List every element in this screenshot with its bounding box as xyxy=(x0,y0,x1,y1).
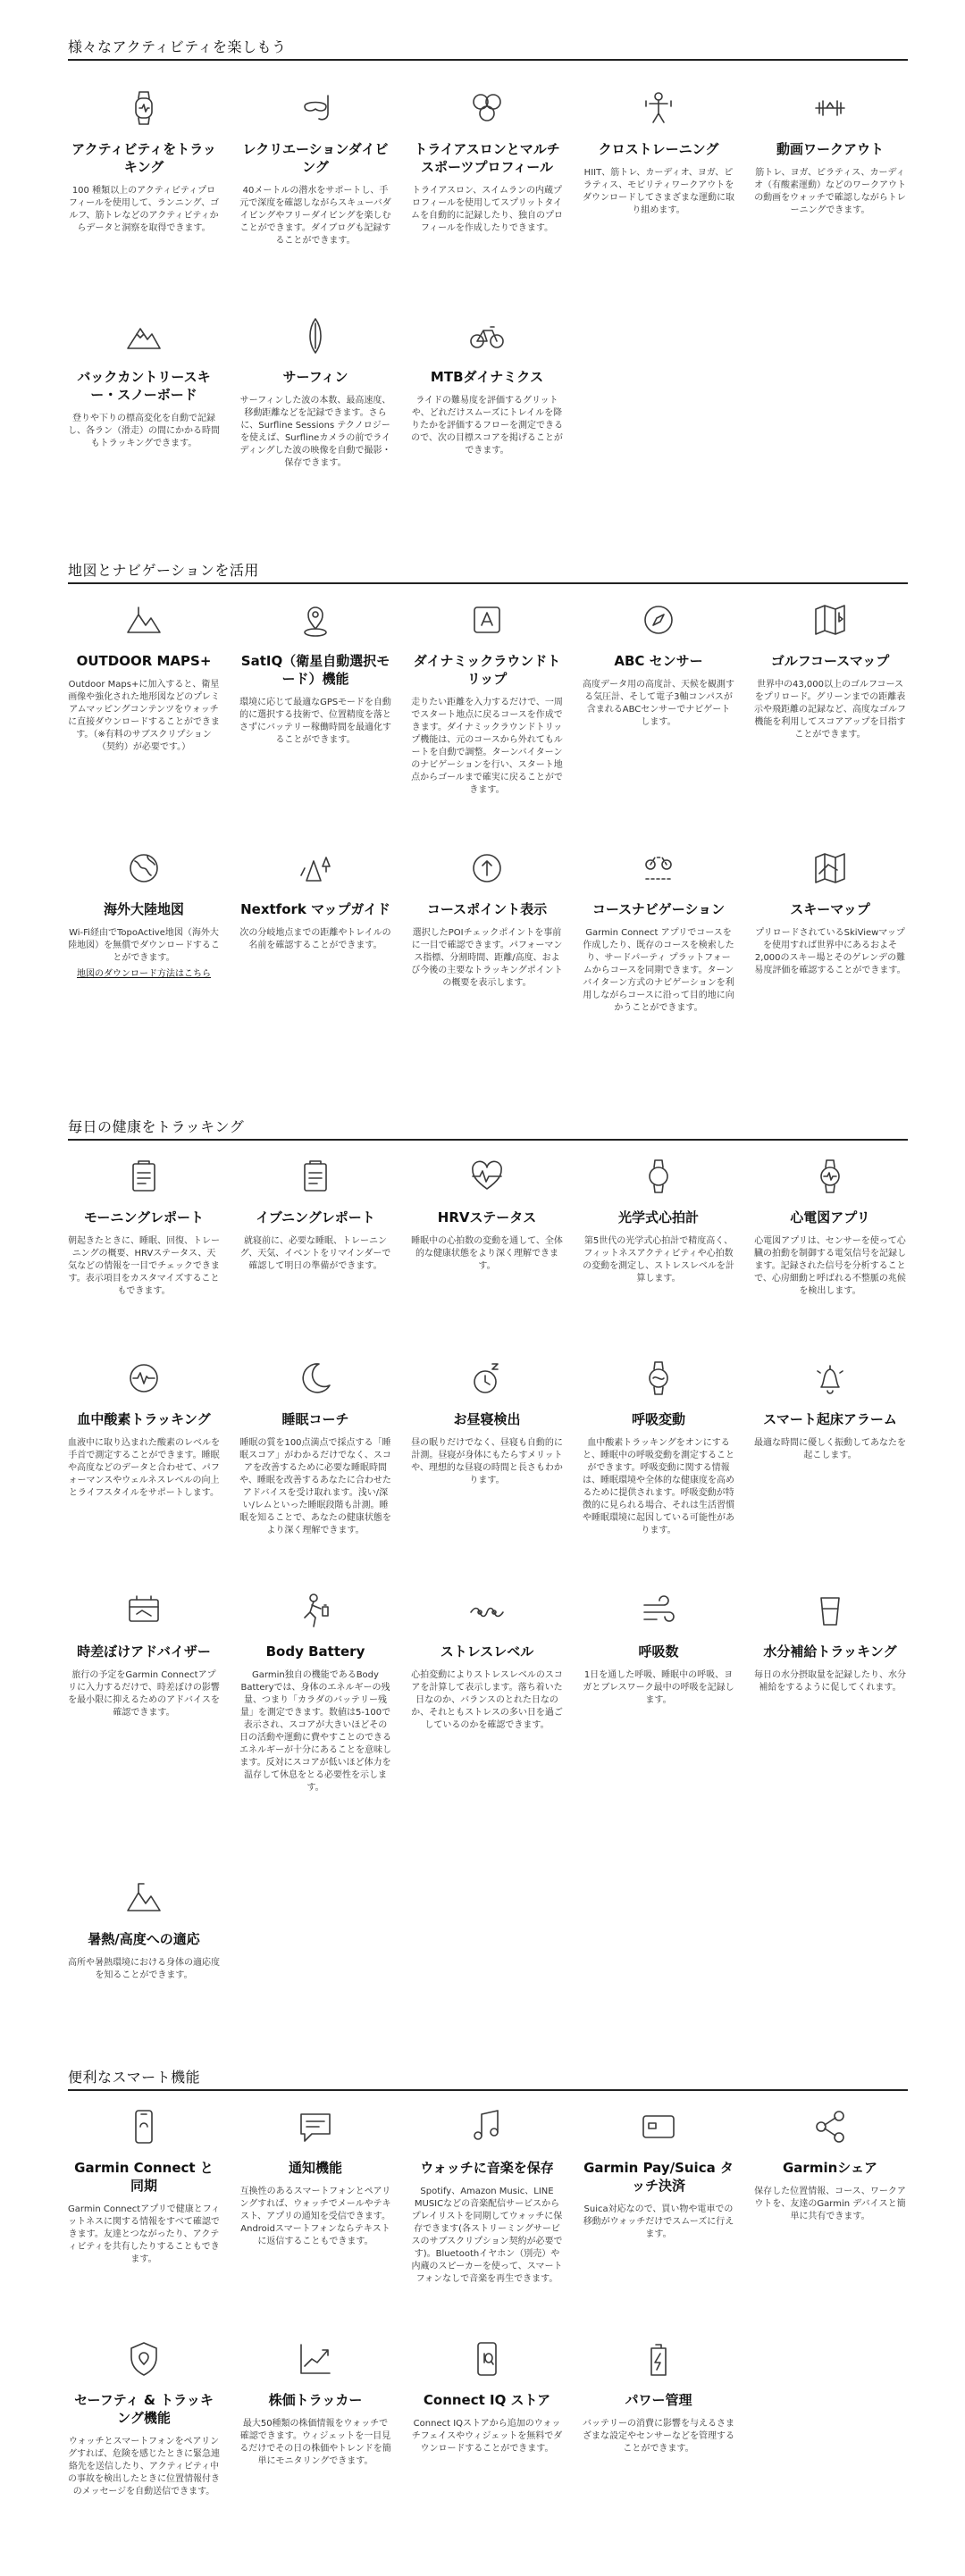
feature-desc: 血中酸素トラッキングをオンにすると、睡眠中の呼吸変動を測定することができます。呼吸変動に関する情報は、睡眠環境や全体的な健康度を高めるために提供されます。呼吸変動が特徴的に見られる場合、それは生活習慣や睡眠環境に起因している可能性があります。 xyxy=(583,1438,734,1535)
safety-shield-icon xyxy=(124,2339,164,2379)
feature-item xyxy=(411,2339,563,2455)
feature-title: アクティビティをトラッキング xyxy=(71,141,216,175)
travel-advisor-icon xyxy=(124,1591,164,1630)
feature-desc: Garmin Connectアプリで健康とフィットネスに関する情報をすべて確認できます。友達とつながったり、アクティビティを共有したりすることもできます。 xyxy=(68,2204,220,2264)
feature-title: 呼吸数 xyxy=(638,1643,679,1660)
feature-title: トライアスロンとマルチスポーツプロフィール xyxy=(414,141,560,175)
feature-title: Garmin Connect と同期 xyxy=(74,2160,214,2194)
section-health xyxy=(68,1119,908,2012)
feature-title: コースポイント表示 xyxy=(426,901,548,917)
feature-title: 睡眠コーチ xyxy=(281,1411,349,1427)
feature-desc: Suica対応なので、買い物や電車での移動がウォッチだけでスムーズに行えます。 xyxy=(583,2204,734,2239)
feature-desc: 保存した位置情報、コース、ワークアウトを、友達のGarmin デバイスと簡単に共有できます。 xyxy=(754,2187,906,2221)
feature-desc: 最大50種類の株価情報をウォッチで確認できます。ウィジェットを一目見るだけでその日の株価やトレンドを簡単にモニタリングできます。 xyxy=(239,2419,391,2466)
feature-title: 呼吸変動 xyxy=(631,1411,685,1427)
feature-desc: 筋トレ、ヨガ、ピラティス、カーディオ（有酸素運動）などのワークアウトの動画をウォッチで確認しながらトレーニングできます。 xyxy=(754,168,906,215)
feature-desc: 心電図アプリは、センサーを使って心臓の拍動を制御する電気信号を記録します。記録された信号を分析することで、心房細動と呼ばれる不整脈の兆候を検出します。 xyxy=(754,1236,906,1296)
feature-title: Garminシェア xyxy=(783,2160,877,2176)
feature-item xyxy=(411,316,563,457)
course-point-icon xyxy=(467,849,507,888)
feature-title: 通知機能 xyxy=(288,2160,342,2176)
feature-item xyxy=(754,600,906,741)
section-title: 様々なアクティビティを楽しもう xyxy=(68,39,908,61)
feature-item xyxy=(411,1591,563,1732)
feature-title: 暑熱/高度への適応 xyxy=(88,1931,200,1947)
feature-title: ゴルフコースマップ xyxy=(770,653,890,669)
feature-item xyxy=(68,2107,220,2266)
feature-title: お昼寝検出 xyxy=(453,1411,521,1427)
tree-triangle-icon xyxy=(296,849,335,888)
feature-title: コースナビゲーション xyxy=(592,901,726,917)
pulse-ox-icon xyxy=(124,1359,164,1398)
feature-item xyxy=(68,1359,220,1500)
feature-title: SatIQ（衛星自動選択モード）機能 xyxy=(240,653,390,687)
feature-title: Garmin Pay/Suica タッチ決済 xyxy=(583,2160,734,2194)
feature-desc: 就寝前に、必要な睡眠、トレーニング、天気、イベントをリマインダーで確認して明日の準備ができます。 xyxy=(239,1236,391,1271)
snorkel-icon xyxy=(296,88,335,128)
share-icon xyxy=(810,2107,850,2146)
sleep-moon-icon xyxy=(296,1359,335,1398)
feature-item xyxy=(583,600,734,729)
mountain-ski-icon xyxy=(124,316,164,355)
feature-item xyxy=(68,849,220,981)
feature-item xyxy=(583,2107,734,2241)
feature-item xyxy=(583,1157,734,1285)
feature-desc: 旅行の予定をGarmin Connectアプリに入力するだけで、時差ぼけの影響を最小限に抑えるためのアドバイスを確認できます。 xyxy=(68,1670,220,1718)
feature-desc: Connect IQストアから追加のウォッチフェイスやウィジェットを無料でダウンロードすることができます。 xyxy=(411,2419,563,2454)
evening-report-icon xyxy=(296,1157,335,1196)
stress-level-icon xyxy=(467,1591,507,1630)
feature-desc: バッテリーの消費に影響を与えるさまざまな設定やセンサーなどを管理することができます。 xyxy=(583,2419,734,2454)
cross-training-icon xyxy=(639,88,678,128)
watch-activity-icon xyxy=(124,88,164,128)
feature-item xyxy=(411,600,563,797)
workout-video-icon xyxy=(810,88,850,128)
feature-desc: 走りたい距離を入力するだけで、一周でスタート地点に戻るコースを作成できます。ダイナミックラウンドトリップ機能は、元のコースから外れてもルートを自動で調整。ターンバイターンのナビゲーションを行い、スタート地点からゴールまで確実に戻ることができます。 xyxy=(411,698,563,795)
compass-icon xyxy=(639,600,678,640)
feature-item xyxy=(411,849,563,990)
feature-desc: 1日を通した呼吸、睡眠中の呼吸、ヨガとブレスワーク最中の呼吸を記録します。 xyxy=(583,1670,734,1705)
feature-item xyxy=(68,600,220,754)
connect-iq-icon xyxy=(467,2339,507,2379)
section-title: 地図とナビゲーションを活用 xyxy=(68,563,908,584)
feature-item xyxy=(239,88,391,247)
hrv-icon xyxy=(467,1157,507,1196)
feature-item xyxy=(583,2339,734,2455)
feature-item xyxy=(68,1878,220,1982)
map-download-link[interactable]: 地図のダウンロード方法はこちら xyxy=(77,969,211,979)
feature-item xyxy=(754,849,906,977)
surfboard-icon xyxy=(296,316,335,355)
phone-sync-icon xyxy=(124,2107,164,2146)
feature-item xyxy=(754,1157,906,1298)
feature-desc: Wi-Fi経由でTopoActive地図（海外大陸地図）を無償でダウンロードすることができます。 xyxy=(68,928,220,963)
feature-title: Nextfork マップガイド xyxy=(240,901,390,917)
body-battery-icon xyxy=(296,1591,335,1630)
feature-title: パワー管理 xyxy=(625,2392,692,2408)
feature-title: モーニングレポート xyxy=(83,1209,205,1225)
feature-desc: 選択したPOIチェックポイントを事前に一目で確認できます。パフォーマンス指標、分割時間、距離/高度、および今後の主要なトラッキングポイントの概要を表示します。 xyxy=(411,928,563,988)
feature-title: イブニングレポート xyxy=(256,1209,375,1225)
hydration-glass-icon xyxy=(810,1591,850,1630)
triathlon-icon xyxy=(467,88,507,128)
feature-item xyxy=(239,2339,391,2468)
feature-item xyxy=(68,1591,220,1719)
feature-title: MTBダイナミクス xyxy=(430,369,544,385)
section-title: 便利なスマート機能 xyxy=(68,2070,908,2091)
feature-item xyxy=(411,2107,563,2286)
feature-item xyxy=(583,849,734,1015)
globe-map-icon xyxy=(124,849,164,888)
feature-item xyxy=(583,88,734,217)
feature-title: 水分補給トラッキング xyxy=(763,1643,897,1660)
feature-desc: 100 種類以上のアクティビティプロフィールを使用して、ランニング、ゴルフ、筋トレなどのアクティビティからデータと洞察を取得できます。 xyxy=(68,186,220,233)
feature-title: スマート起床アラーム xyxy=(763,1411,897,1427)
map-mountain-icon xyxy=(124,600,164,640)
stock-chart-icon xyxy=(296,2339,335,2379)
feature-desc: 最適な時間に優しく振動してあなたを起こします。 xyxy=(754,1438,906,1460)
feature-desc: 高所や暑熱環境における身体の適応度を知ることができます。 xyxy=(68,1958,220,1980)
feature-desc: 次の分岐地点までの距離やトレイルの名前を確認することができます。 xyxy=(239,928,391,950)
feature-desc: サーフィンした波の本数、最高速度、移動距離などを記録できます。さらに、Surfline Sessions テクノロジーを使えば、Surflineカメラの前でライディングした波の映像を自動で撮影・保存できます。 xyxy=(239,396,391,468)
feature-desc: 朝起きたときに、睡眠、回復、トレーニングの概要、HRVステータス、天気などの情報を一目でチェックできます。表示項目をカスタマイズすることもできます。 xyxy=(68,1236,220,1296)
feature-desc: ウォッチとスマートフォンをペアリングすれば、危険を感じたときに緊急連絡先を送信したり、アクティビティ中の事故を検出したときに位置情報付きのメッセージを自動送信できます。 xyxy=(68,2437,220,2497)
golf-course-map-icon xyxy=(810,600,850,640)
feature-title: セーフティ & トラッキング機能 xyxy=(74,2392,214,2426)
feature-title: 血中酸素トラッキング xyxy=(77,1411,211,1427)
feature-item xyxy=(754,1359,906,1462)
feature-item xyxy=(68,316,220,450)
feature-item xyxy=(583,1359,734,1537)
breath-watch-icon xyxy=(639,1359,678,1398)
feature-desc: Outdoor Maps+に加入すると、衛星画像や強化された地形図などのプレミアムマッピングコンテンツをウォッチに直接ダウンロードすることができます。（※有料のサブスクリプション（契約）が必要です。） xyxy=(68,680,220,752)
feature-desc: HIIT、筋トレ、カーディオ、ヨガ、ピラティス、モビリティワークアウトをダウンロードしてさまざまな運動に取り組めます。 xyxy=(583,168,734,215)
feature-title: 動画ワークアウト xyxy=(776,141,884,157)
feature-desc: Spotify、Amazon Music、LINE MUSICなどの音楽配信サービスからプレイリストを同期してウォッチに保存できます(各ストリーミングサービスのサブスクリプション契約が必要です)。Bluetoothイヤホン（別売）や内蔵のスピーカーを使って、スマートフォンなしで音楽を再生できます。 xyxy=(411,2187,563,2284)
feature-item xyxy=(239,2107,391,2248)
satellite-pin-icon xyxy=(296,600,335,640)
feature-desc: 登りや下りの標高変化を自動で記録し、各ラン（滑走）の間にかかる時間もトラッキングできます。 xyxy=(68,414,220,448)
feature-desc: トライアスロン、スイムランの内蔵プロフィールを使用してスプリットタイムを自動的に記録したり、独自のプロフィールを作成したりできます。 xyxy=(411,186,563,233)
dynamic-route-icon xyxy=(467,600,507,640)
feature-title: 時差ぼけアドバイザー xyxy=(77,1643,211,1660)
feature-desc: Garmin Connect アプリでコースを作成したり、既存のコースを検索したり、サードパーティ プラットフォームからコースを同期できます。ターンバイターン方式のナビゲーションを利用しながらコースに沿って目的地に向かうことができます。 xyxy=(583,928,734,1013)
feature-title: ABC センサー xyxy=(614,653,703,669)
feature-desc: 第5世代の光学式心拍計で精度高く、フィットネスアクティビティや心拍数の変動を測定し、ストレスレベルを計算します。 xyxy=(583,1236,734,1284)
feature-desc: プリロードされているSkiViewマップを使用すれば世界中にあるおよそ2,000のスキー場とそのゲレンデの難易度評価を確認することができます。 xyxy=(754,928,906,975)
section-navigation xyxy=(68,563,908,1045)
feature-desc: 睡眠の質を100点満点で採点する「睡眠スコア」がわかるだけでなく、スコアを改善するために必要な睡眠時間や、睡眠を改善するあなたに合わせたアドバイスを受け取れます。浅い/深い/レムといった睡眠段階も計測。睡眠を知ることで、あなたの健康状態をより深く理解できます。 xyxy=(239,1438,391,1535)
feature-item xyxy=(68,2339,220,2498)
feature-item xyxy=(239,1157,391,1273)
altitude-heat-icon xyxy=(124,1878,164,1918)
payment-card-icon xyxy=(639,2107,678,2146)
notification-icon xyxy=(296,2107,335,2146)
section-title: 毎日の健康をトラッキング xyxy=(68,1119,908,1141)
power-manager-icon xyxy=(639,2339,678,2379)
section-smart xyxy=(68,2070,908,2552)
feature-title: HRVステータス xyxy=(437,1209,537,1225)
nap-icon xyxy=(467,1359,507,1398)
feature-desc: 血液中に取り込まれた酸素のレベルを手首で測定することができます。睡眠や高度などのデータと合わせて、パフォーマンスやウェルネスレベルの向上とライフスタイルをサポートします。 xyxy=(68,1438,220,1498)
feature-item xyxy=(411,88,563,235)
feature-title: Body Battery xyxy=(265,1643,365,1660)
feature-desc: 睡眠中の心拍数の変動を通して、全体的な健康状態をより深く理解できます。 xyxy=(411,1236,563,1271)
feature-item xyxy=(239,1591,391,1794)
feature-desc: ライドの難易度を評価するグリットや、どれだけスムーズにトレイルを降りたかを評価するフローを測定できるので、次の目標スコアを掲げることができます。 xyxy=(411,396,563,456)
feature-title: 光学式心拍計 xyxy=(617,1209,699,1225)
feature-title: 心電図アプリ xyxy=(790,1209,870,1225)
feature-title: Connect IQ ストア xyxy=(423,2392,551,2408)
ecg-watch-icon xyxy=(810,1157,850,1196)
feature-desc: 世界中の43,000以上のゴルフコースをプリロード。グリーンまでの距離表示や飛距離の記録など、高度なゴルフ機能を利用してスコアアップを目指すことができます。 xyxy=(754,680,906,740)
music-note-icon xyxy=(467,2107,507,2146)
feature-title: ストレスレベル xyxy=(440,1643,534,1660)
feature-item xyxy=(583,1591,734,1707)
feature-title: レクリエーションダイビング xyxy=(242,141,389,175)
feature-title: 海外大陸地図 xyxy=(103,901,184,917)
feature-desc: Garmin独自の機能であるBody Batteryでは、身体のエネルギーの残量、つまり「カラダのバッテリー残量」を測定できます。数値は5-100で表示され、スコアが大きいほどその日の活動や運動に費やすことのできるエネルギーが十分にあることを意味します。反対にスコアが低いほど体力を温存して休息をとる必要性を示します。 xyxy=(239,1670,391,1793)
feature-item xyxy=(754,1591,906,1694)
morning-report-icon xyxy=(124,1157,164,1196)
feature-item xyxy=(411,1157,563,1273)
feature-title: バックカントリースキー・スノーボード xyxy=(77,369,211,403)
feature-item xyxy=(754,88,906,217)
feature-desc: 環境に応じて最適なGPSモードを自動的に選択する技術で、位置精度を落とさずにバッテリー稼働時間を最適化することができます。 xyxy=(239,698,391,745)
feature-desc: 高度データ用の高度計、天候を観測する気圧計、そして電子3軸コンパスが含まれるABCセンサーでナビゲートします。 xyxy=(583,680,734,727)
feature-title: ウォッチに音楽を保存 xyxy=(420,2160,554,2176)
feature-title: ダイナミックラウンドトリップ xyxy=(413,653,561,687)
feature-item xyxy=(239,1359,391,1537)
section-activities xyxy=(68,39,908,504)
feature-desc: 互換性のあるスマートフォンとペアリングすれば、ウォッチでメールやテキスト、アプリの通知を受信できます。Androidスマートフォンならテキストに返信することもできます。 xyxy=(239,2187,391,2246)
alarm-bell-icon xyxy=(810,1359,850,1398)
feature-title: スキーマップ xyxy=(790,901,870,917)
feature-item xyxy=(239,600,391,747)
feature-item xyxy=(754,2107,906,2223)
respiration-wind-icon xyxy=(639,1591,678,1630)
feature-title: クロストレーニング xyxy=(598,141,719,157)
feature-desc: 40メートルの潜水をサポートし、手元で深度を確認しながらスキューバダイビングやフリーダイビングを楽しむことができます。ダイブログも記録することができます。 xyxy=(239,186,391,246)
feature-item xyxy=(239,849,391,952)
feature-title: サーフィン xyxy=(282,369,348,385)
feature-title: 株価トラッカー xyxy=(268,2392,363,2408)
feature-title: OUTDOOR MAPS+ xyxy=(76,653,212,669)
bicycle-icon xyxy=(467,316,507,355)
feature-item xyxy=(411,1359,563,1487)
feature-item xyxy=(68,1157,220,1298)
bike-route-icon xyxy=(639,849,678,888)
feature-item xyxy=(68,88,220,235)
feature-desc: 心拍変動によりストレスレベルのスコアを計算して表示します。落ち着いた日なのか、バランスのとれた日なのか、それともストレスの多い日を過ごしているのかを確認できます。 xyxy=(411,1670,563,1730)
feature-desc: 昼の眠りだけでなく、昼寝も自動的に計測。昼寝が身体にもたらすメリットや、理想的な昼寝の時間と長さもわかります。 xyxy=(411,1438,563,1485)
feature-desc: 毎日の水分摂取量を記録したり、水分補給をするように促してくれます。 xyxy=(754,1670,906,1693)
ski-map-icon xyxy=(810,849,850,888)
optical-hr-icon xyxy=(639,1157,678,1196)
feature-item xyxy=(239,316,391,470)
